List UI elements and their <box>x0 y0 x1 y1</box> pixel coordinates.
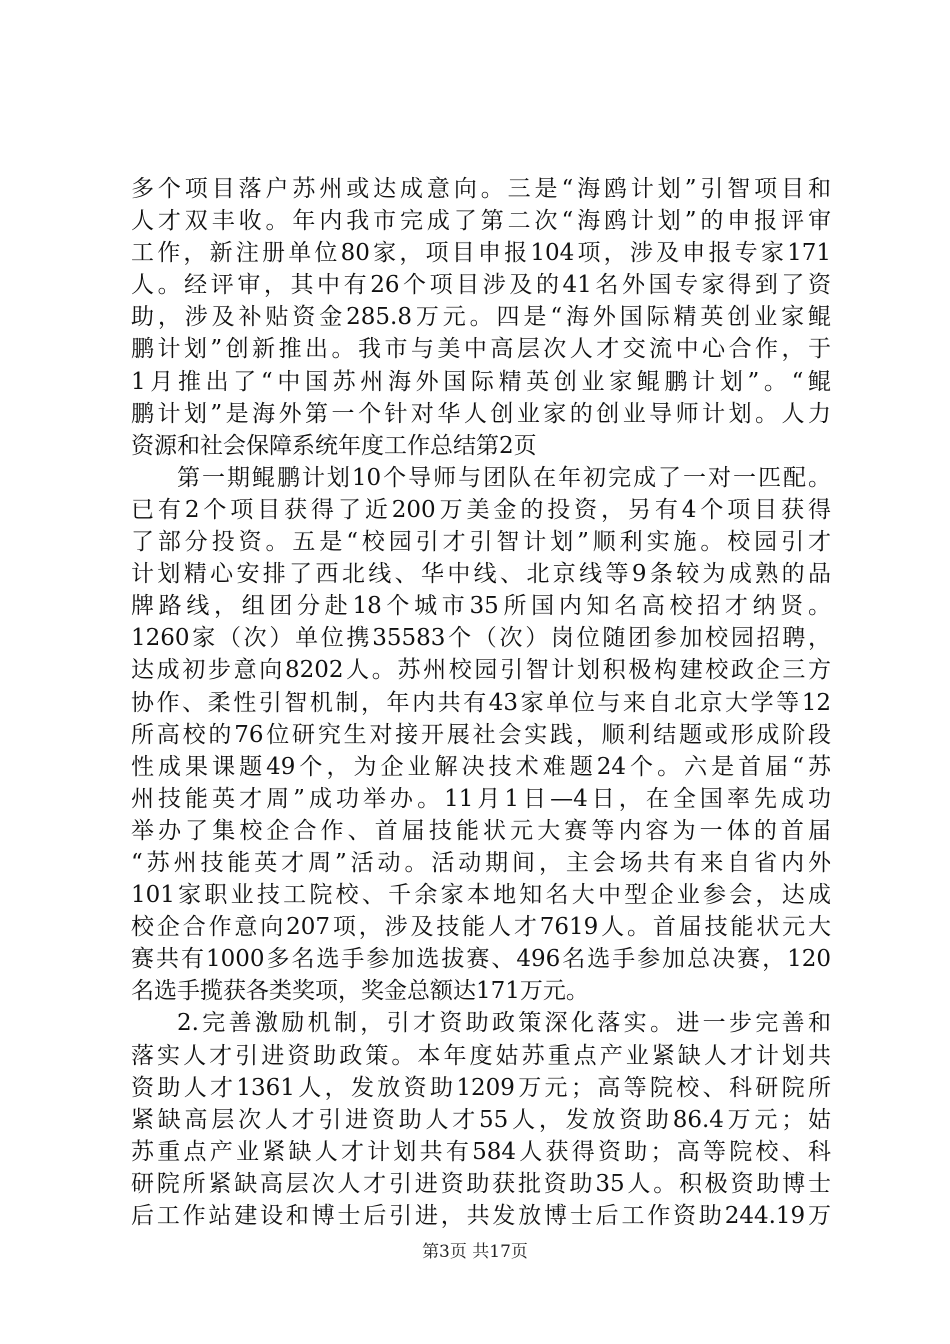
paragraph-2 <box>131 462 831 1008</box>
text-line: 牌路线，组团分赴18个城市35所国内知名高校招才纳贤。 <box>131 593 831 620</box>
paragraph-3 <box>131 1007 831 1232</box>
text-line: 第一期鲲鹏计划10个导师与团队在年初完成了一对一匹配。 <box>177 464 831 491</box>
text-line: 101家职业技工院校、千余家本地知名大中型企业参会，达成 <box>131 882 831 909</box>
page-number-footer: 第3页 共17页 <box>422 1242 528 1262</box>
text-line: 1260家（次）单位携35583个（次）岗位随团参加校园招聘， <box>131 625 831 652</box>
text-line: 人才双丰收。年内我市完成了第二次“海鸥计划”的申报评审 <box>131 208 831 235</box>
text-line: 2.完善激励机制，引才资助政策深化落实。进一步完善和 <box>177 1010 831 1037</box>
text-line: 资助人才1361人，发放资助1209万元；高等院校、科研院所 <box>131 1074 831 1101</box>
text-line: 鹏计划”是海外第一个针对华人创业家的创业导师计划。人力 <box>131 400 831 427</box>
text-line: 了部分投资。五是“校园引才引智计划”顺利实施。校园引才 <box>131 529 831 556</box>
document-body <box>131 173 831 1232</box>
text-line: 资源和社会保障系统年度工作总结第2页 <box>131 432 537 459</box>
paragraph-1 <box>131 173 831 462</box>
text-line: 多个项目落户苏州或达成意向。三是“海鸥计划”引智项目和 <box>131 176 831 202</box>
text-line: 州技能英才周”成功举办。11月1日—4日，在全国率先成功 <box>131 785 831 812</box>
text-line: “苏州技能英才周”活动。活动期间，主会场共有来自省内外 <box>131 849 831 876</box>
text-line: 1月推出了“中国苏州海外国际精英创业家鲲鹏计划”。“鲲 <box>131 368 831 395</box>
text-line: 鹏计划”创新推出。我市与美中高层次人才交流中心合作，于 <box>131 336 831 363</box>
text-line: 落实人才引进资助政策。本年度姑苏重点产业紧缺人才计划共 <box>131 1042 831 1069</box>
text-line: 校企合作意向207项，涉及技能人才7619人。首届技能状元大 <box>131 914 831 941</box>
text-line: 研院所紧缺高层次人才引进资助获批资助35人。积极资助博士 <box>131 1170 831 1197</box>
text-line: 性成果课题49个，为企业解决技术难题24个。六是首届“苏 <box>131 753 831 780</box>
text-line: 所高校的76位研究生对接开展社会实践，顺利结题或形成阶段 <box>131 721 831 748</box>
text-line: 达成初步意向8202人。苏州校园引智计划积极构建校政企三方 <box>131 657 831 684</box>
text-line: 紧缺高层次人才引进资助人才55人，发放资助86.4万元；姑 <box>131 1106 831 1133</box>
text-line: 工作，新注册单位80家，项目申报104项，涉及申报专家171 <box>131 240 831 267</box>
text-line: 协作、柔性引智机制，年内共有43家单位与来自北京大学等12 <box>131 689 831 716</box>
text-line: 苏重点产业紧缺人才计划共有584人获得资助；高等院校、科 <box>131 1138 831 1165</box>
text-line: 后工作站建设和博士后引进，共发放博士后工作资助244.19万 <box>131 1203 831 1229</box>
text-line: 名选手揽获各类奖项，奖金总额达171万元。 <box>131 978 589 1005</box>
text-line: 人。经评审，其中有26个项目涉及的41名外国专家得到了资 <box>131 272 831 299</box>
text-line: 举办了集校企合作、首届技能状元大赛等内容为一体的首届 <box>131 817 831 844</box>
text-line: 计划精心安排了西北线、华中线、北京线等9条较为成熟的品 <box>131 561 831 588</box>
text-line: 赛共有1000多名选手参加选拔赛、496名选手参加总决赛，120 <box>131 946 831 973</box>
text-line: 助，涉及补贴资金285.8万元。四是“海外国际精英创业家鲲 <box>131 304 831 331</box>
text-line: 已有2个项目获得了近200万美金的投资，另有4个项目获得 <box>131 496 831 523</box>
